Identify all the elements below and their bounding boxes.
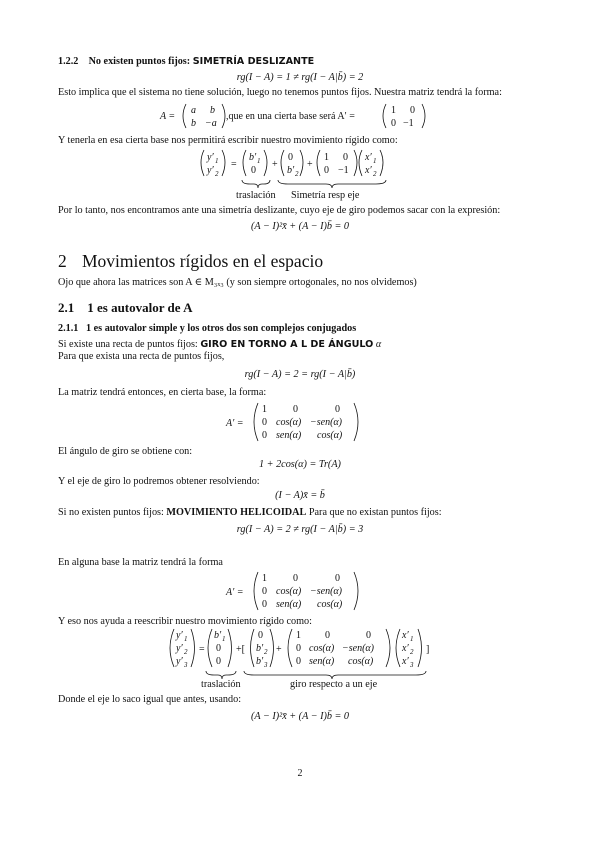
paragraph: Y el eje de giro lo podremos obtener resolviendo: (58, 476, 260, 487)
svg-text:0: 0 (262, 599, 267, 610)
svg-text:0: 0 (335, 573, 340, 584)
paren (317, 150, 320, 176)
paragraph: Para que exista una recta de puntos fijos, (58, 351, 225, 362)
paren (222, 150, 225, 176)
heading-title: 1 es autovalor de A (87, 300, 193, 315)
svg-text:=: = (199, 644, 205, 655)
svg-text:1: 1 (296, 630, 301, 641)
svg-text:0: 0 (216, 643, 221, 654)
svg-text:1: 1 (410, 635, 414, 643)
text: Para que no existan puntos fijos: (308, 507, 442, 518)
matrix-cell: −a (205, 118, 217, 129)
svg-text:b′: b′ (249, 152, 257, 163)
svg-text:3: 3 (264, 661, 268, 669)
svg-text:y′: y′ (176, 656, 183, 667)
brace-label-simetria: Simetría resp eje (291, 190, 360, 201)
matrix-cell: 0 (391, 118, 396, 129)
paren (243, 150, 246, 176)
svg-text:1: 1 (184, 635, 188, 643)
svg-text:+: + (307, 159, 313, 170)
svg-text:0: 0 (216, 656, 221, 667)
matrix-cell: a (191, 105, 196, 116)
paren (264, 150, 267, 176)
svg-text:1: 1 (257, 157, 261, 165)
alpha-symbol: α (375, 339, 382, 350)
paragraph: Donde el eje lo saco igual que antes, usando: (58, 694, 242, 705)
paren (354, 150, 357, 176)
section-heading-2 (58, 251, 323, 271)
svg-text:2: 2 (264, 648, 268, 656)
matrix-cell: b (191, 118, 196, 129)
paragraph (58, 339, 381, 351)
matrix-a-equation (160, 101, 440, 136)
paren (380, 150, 383, 176)
paragraph: Y eso nos ayuda a reescribir nuestro movimiento rígido como: (58, 616, 312, 627)
subsubsection-heading-2-1-1 (58, 323, 356, 335)
paren-right (422, 104, 425, 128)
rank-equation: rg(I − A) = 2 ≠ rg(I − A|b̄) = 3 (236, 524, 364, 535)
svg-text:0: 0 (296, 656, 301, 667)
svg-text:b′: b′ (256, 656, 264, 667)
matrix-cell: −1 (403, 118, 414, 129)
paragraph: La matriz tendrá entonces, en cierta base, la forma: (58, 387, 267, 398)
heading-title: Movimientos rígidos en el espacio (82, 251, 324, 271)
paren-left (183, 104, 186, 128)
paren-left (383, 104, 386, 128)
svg-text:3: 3 (184, 661, 188, 669)
svg-text:0: 0 (262, 430, 267, 441)
svg-text:1: 1 (262, 573, 267, 584)
svg-text:0: 0 (262, 586, 267, 597)
underbrace (278, 180, 386, 188)
svg-text:−sen(α): −sen(α) (310, 417, 342, 428)
svg-text:0: 0 (258, 630, 263, 641)
svg-text:0: 0 (343, 152, 348, 163)
svg-text:+: + (276, 644, 282, 655)
svg-text:]: ] (426, 644, 430, 655)
paren (354, 572, 358, 610)
paragraph: Ojo que ahora las matrices son A ∈ M₃ₓ₃ (y son siempre ortogonales, no nos olvidemos) (58, 277, 417, 288)
svg-text:0: 0 (324, 165, 329, 176)
svg-text:2: 2 (373, 170, 377, 178)
paren (254, 403, 258, 441)
svg-text:1: 1 (262, 404, 267, 415)
paren (281, 150, 284, 176)
svg-text:y′: y′ (176, 630, 183, 641)
matrix-label: A′ = (226, 587, 244, 598)
paragraph: Y tenerla en esa cierta base nos permitirá escribir nuestro movimiento rígido como: (58, 135, 398, 146)
axis-equation: (A − I)²x̄ + (A − I)b̄ = 0 (250, 711, 350, 722)
matrix-label: A′ = (226, 418, 244, 429)
svg-text:x′: x′ (402, 643, 409, 654)
heading-title: 1 es autovalor simple y los otros dos son complejos conjugados (86, 323, 357, 334)
svg-text:1: 1 (222, 635, 226, 643)
svg-text:0: 0 (293, 573, 298, 584)
svg-text:1: 1 (373, 157, 377, 165)
svg-text:2: 2 (215, 170, 219, 178)
matrix-cell: 1 (391, 105, 396, 116)
paragraph (58, 507, 442, 519)
svg-text:sen(α): sen(α) (309, 656, 335, 667)
matrix-cell: 0 (410, 105, 415, 116)
bold-text: GIRO EN TORNO A L DE ÁNGULO (200, 339, 374, 350)
svg-text:−1: −1 (338, 165, 349, 176)
matrix-cell: b (210, 105, 215, 116)
svg-text:b′: b′ (287, 165, 295, 176)
page-number: 2 (297, 768, 303, 779)
heading-bold-title: SIMETRÍA DESLIZANTE (192, 56, 315, 67)
svg-text:+: + (272, 159, 278, 170)
rotation-matrix (226, 400, 366, 449)
text: Si existe una recta de puntos fijos: (58, 339, 198, 350)
heading-number: 2 (58, 251, 67, 271)
brace-label-giro: giro respecto a un eje (290, 679, 378, 690)
svg-text:x′: x′ (402, 630, 409, 641)
subsection-heading-2-1 (58, 300, 192, 315)
paren (254, 572, 258, 610)
brace-label-traslacion: traslación (201, 679, 241, 690)
rank-equation: rg(I − A) = 2 = rg(I − A|b̄) (244, 369, 356, 380)
bold-text: MOVIMIENTO HELICOIDAL (166, 507, 307, 518)
svg-text:2: 2 (410, 648, 414, 656)
svg-text:0: 0 (335, 404, 340, 415)
paren (201, 150, 204, 176)
svg-text:3: 3 (410, 661, 414, 669)
underbrace (242, 180, 270, 188)
matrix-a-label: A = (160, 111, 176, 122)
heading-prefix: No existen puntos fijos: (88, 56, 191, 67)
svg-text:cos(α): cos(α) (317, 599, 343, 610)
svg-text:y′: y′ (176, 643, 183, 654)
heading-number: 2.1.1 (58, 323, 79, 334)
paren (359, 150, 362, 176)
paragraph: En alguna base la matriz tendrá la forma (58, 557, 223, 568)
heading-number: 1.2.2 (58, 56, 79, 67)
svg-text:0: 0 (288, 152, 293, 163)
svg-text:x′: x′ (365, 152, 372, 163)
paren (300, 150, 303, 176)
svg-text:0: 0 (251, 165, 256, 176)
svg-text:cos(α): cos(α) (276, 586, 302, 597)
axis-equation: (A − I)²x̄ + (A − I)b̄ = 0 (250, 221, 350, 232)
paren (354, 403, 358, 441)
angle-equation: 1 + 2cos(α) = Tr(A) (259, 459, 341, 470)
svg-text:cos(α): cos(α) (309, 643, 335, 654)
svg-text:sen(α): sen(α) (276, 430, 302, 441)
heading-number: 2.1 (58, 300, 75, 315)
axis-equation: (I − A)x̄ = b̄ (275, 490, 325, 501)
matrix-a-text: ,que en una cierta base será A′ = (226, 111, 355, 122)
subsection-heading-1-2-2 (58, 56, 314, 68)
svg-text:0: 0 (325, 630, 330, 641)
svg-text:y′: y′ (207, 152, 214, 163)
svg-text:b′: b′ (256, 643, 264, 654)
rotation-matrix (226, 569, 366, 618)
svg-text:x′: x′ (402, 656, 409, 667)
paren-right (222, 104, 225, 128)
svg-text:cos(α): cos(α) (317, 430, 343, 441)
svg-text:2: 2 (295, 170, 299, 178)
svg-text:cos(α): cos(α) (276, 417, 302, 428)
svg-text:x′: x′ (365, 165, 372, 176)
svg-text:−sen(α): −sen(α) (342, 643, 374, 654)
svg-text:0: 0 (262, 417, 267, 428)
svg-text:+[: +[ (236, 644, 245, 655)
svg-text:−sen(α): −sen(α) (310, 586, 342, 597)
svg-text:y′: y′ (207, 165, 214, 176)
paragraph: Esto implica que el sistema no tiene solución, luego no tenemos puntos fijos. Nuestra matriz tendrá la forma: (58, 87, 502, 98)
svg-text:0: 0 (296, 643, 301, 654)
brace-label-traslacion: traslación (236, 190, 276, 201)
text: Si no existen puntos fijos: (58, 507, 164, 518)
svg-text:sen(α): sen(α) (276, 599, 302, 610)
svg-text:=: = (231, 159, 237, 170)
paragraph: El ángulo de giro se obtiene con: (58, 446, 193, 457)
rank-equation: rg(I − A) = 1 ≠ rg(I − A|b̄) = 2 (236, 72, 364, 83)
svg-text:0: 0 (293, 404, 298, 415)
svg-text:1: 1 (324, 152, 329, 163)
paragraph: Por lo tanto, nos encontramos ante una simetría deslizante, cuyo eje de giro podemos sacar con la expresión: (58, 205, 501, 216)
svg-text:b′: b′ (214, 630, 222, 641)
svg-text:cos(α): cos(α) (348, 656, 374, 667)
svg-text:1: 1 (215, 157, 219, 165)
svg-text:2: 2 (184, 648, 188, 656)
svg-text:0: 0 (366, 630, 371, 641)
